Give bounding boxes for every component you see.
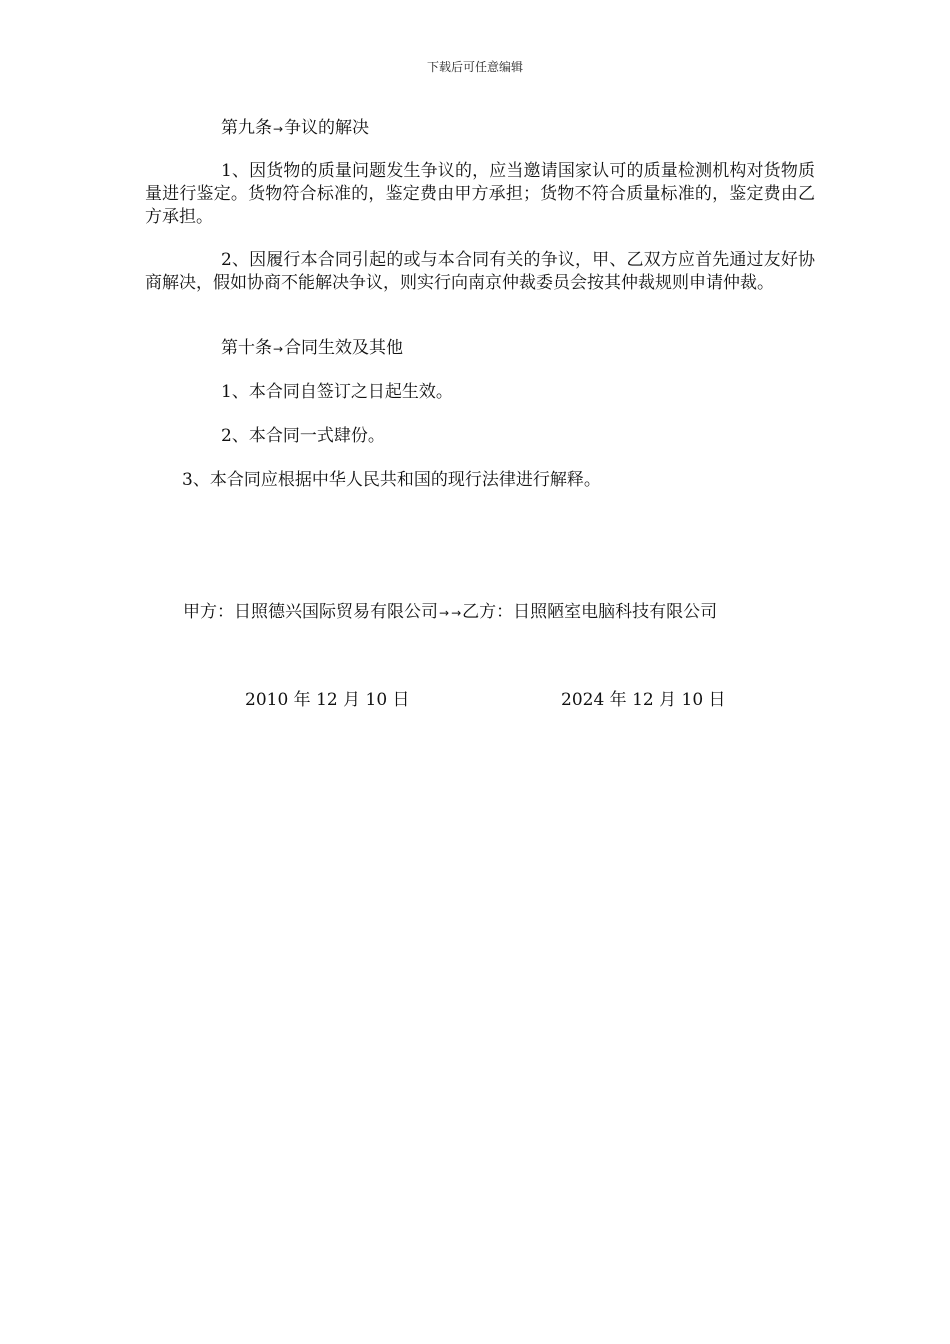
tab-arrow-icon: → (451, 606, 462, 620)
article10-clause3: 3、本合同应根据中华人民共和国的现行法律进行解释。 (182, 470, 601, 490)
article9-title: 争议的解决 (284, 118, 370, 138)
article10-title: 合同生效及其他 (284, 338, 404, 358)
article9-clause1: 1、因货物的质量问题发生争议的，应当邀请国家认可的质量检测机构对货物质量进行鉴定。货物符合标准的，鉴定费由甲方承担；货物不符合质量标准的，鉴定费由乙方承担。 (145, 161, 815, 227)
date-party-a: 2010 年 12 月 10 日 (245, 690, 410, 710)
party-b: 乙方：日照陋室电脑科技有限公司 (462, 602, 718, 622)
article10-clause2: 2、本合同一式肆份。 (221, 426, 385, 446)
signature-parties (183, 601, 717, 625)
article10-number: 第十条 (221, 338, 272, 358)
header-note: 下载后可任意编辑 (426, 60, 523, 74)
tab-arrow-icon: → (273, 122, 284, 136)
date-party-b: 2024 年 12 月 10 日 (561, 690, 726, 710)
article9-number: 第九条 (221, 118, 272, 138)
article9-clause2: 2、因履行本合同引起的或与本合同有关的争议，甲、乙双方应首先通过友好协商解决，假如协商不能解决争议，则实行向南京仲裁委员会按其仲裁规则申请仲裁。 (145, 250, 815, 293)
party-a: 甲方：日照德兴国际贸易有限公司 (183, 602, 438, 622)
article9-heading (221, 117, 369, 141)
article10-heading (221, 337, 403, 361)
tab-arrow-icon: → (273, 342, 284, 356)
tab-arrow-icon: → (439, 606, 450, 620)
article10-clause1: 1、本合同自签订之日起生效。 (221, 382, 453, 402)
